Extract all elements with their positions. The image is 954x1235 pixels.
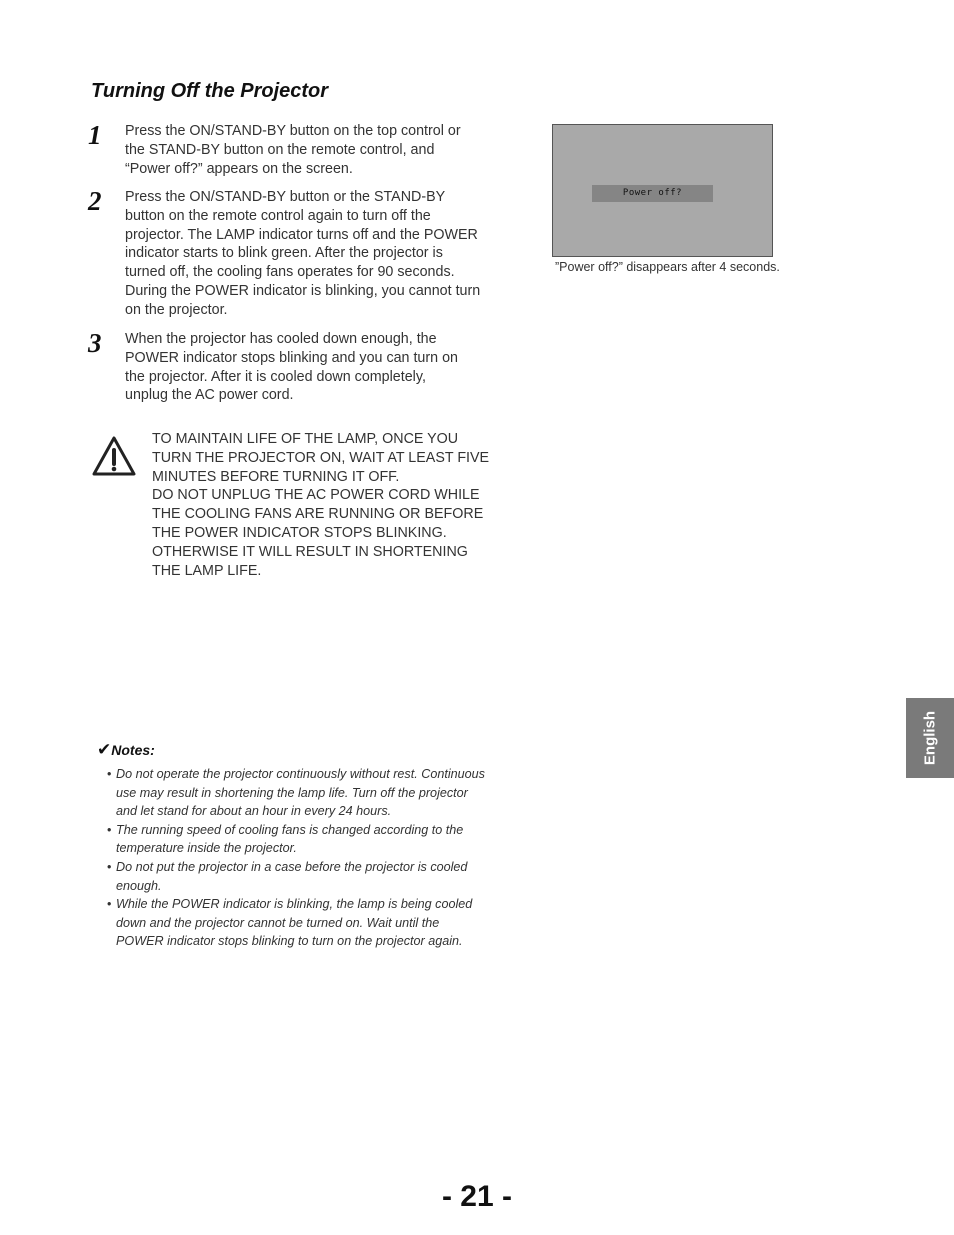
warning-block <box>152 430 527 580</box>
step-line: When the projector has cooled down enough, the <box>125 331 437 347</box>
power-off-dialog: Power off? <box>592 185 713 202</box>
step-line: button on the remote control again to turn off the <box>125 207 431 224</box>
page-title: Turning Off the Projector <box>91 80 329 102</box>
step-line: Press the ON/STAND-BY button on the top control or <box>125 123 461 139</box>
note-line: down and the projector cannot be turned on. Wait until the <box>116 915 440 930</box>
step-line: turned off, the cooling fans operates for 90 seconds. <box>125 264 455 281</box>
list-item <box>107 858 507 895</box>
warning-line: THE POWER INDICATOR STOPS BLINKING. <box>152 524 447 541</box>
note-line: • While the POWER indicator is blinking, the lamp is being cooled <box>116 897 473 912</box>
warning-line: DO NOT UNPLUG THE AC POWER CORD WHILE <box>152 487 480 504</box>
notes-list <box>107 765 507 951</box>
list-item <box>107 821 507 858</box>
warning-line: THE COOLING FANS ARE RUNNING OR BEFORE <box>152 506 484 523</box>
step-line: indicator starts to blink green. After the projector is <box>125 245 443 262</box>
note-line: and let stand for about an hour in every 24 hours. <box>116 804 392 819</box>
step-text <box>125 122 520 178</box>
list-item <box>107 895 507 951</box>
warning-line: OTHERWISE IT WILL RESULT IN SHORTENING <box>152 543 468 560</box>
step-line: “Power off?” appears on the screen. <box>125 160 353 177</box>
step-line: unplug the AC power cord. <box>125 387 294 404</box>
projector-screen-preview <box>552 124 773 257</box>
step-line: the STAND-BY button on the remote control, and <box>125 141 435 158</box>
step-number: 3 <box>88 328 102 358</box>
step-number: 2 <box>88 186 102 216</box>
warning-triangle-icon <box>91 435 137 477</box>
check-icon: ✔ <box>97 740 112 759</box>
note-line: • Do not put the projector in a case before the projector is cooled <box>116 859 468 874</box>
note-line: • The running speed of cooling fans is changed according to the <box>116 822 464 837</box>
language-tab <box>906 698 954 778</box>
warning-line: THE LAMP LIFE. <box>152 562 262 579</box>
list-item <box>107 765 507 821</box>
step-line: Press the ON/STAND-BY button or the STAND-BY <box>125 189 446 205</box>
warning-line: TURN THE PROJECTOR ON, WAIT AT LEAST FIVE <box>152 449 490 466</box>
note-line: • Do not operate the projector continuously without rest. Continuous <box>116 767 485 781</box>
note-line: temperature inside the projector. <box>116 841 297 856</box>
step-line: POWER indicator stops blinking and you can turn on <box>125 349 458 366</box>
step-number: 1 <box>88 120 102 150</box>
note-line: enough. <box>116 878 162 893</box>
step-line: During the POWER indicator is blinking, you cannot turn <box>125 282 481 299</box>
step-text <box>125 330 520 405</box>
screen-caption: ”Power off?” disappears after 4 seconds. <box>555 260 780 274</box>
note-line: POWER indicator stops blinking to turn on the projector again. <box>116 934 463 949</box>
step-line: projector. The LAMP indicator turns off and the POWER <box>125 226 478 243</box>
notes-heading <box>97 740 155 760</box>
warning-line: MINUTES BEFORE TURNING IT OFF. <box>152 468 400 485</box>
language-tab-label: English <box>921 710 939 766</box>
page-number: - 21 - <box>441 1180 513 1213</box>
warning-line: TO MAINTAIN LIFE OF THE LAMP, ONCE YOU <box>152 431 459 447</box>
step-line: on the projector. <box>125 301 228 318</box>
note-line: use may result in shortening the lamp life. Turn off the projector <box>116 785 468 800</box>
step-text <box>125 188 520 320</box>
notes-heading-text: Notes: <box>111 742 155 758</box>
step-line: the projector. After it is cooled down completely, <box>125 368 426 385</box>
